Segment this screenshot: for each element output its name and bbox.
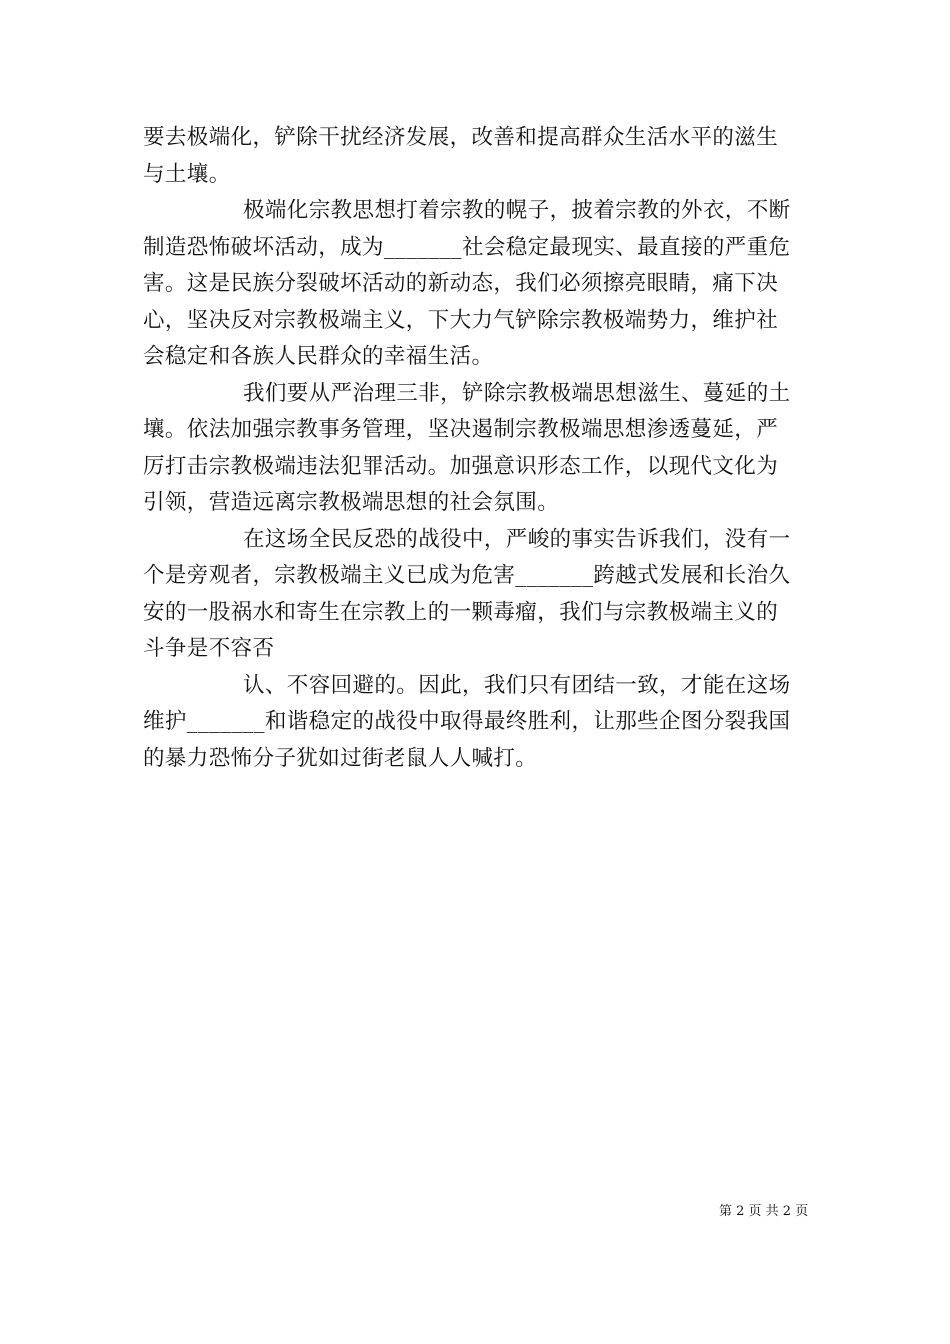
text-line: 厉打击宗教极端违法犯罪活动。加强意识形态工作，以现代文化为: [143, 453, 779, 479]
text-line: 引领，营造远离宗教极端思想的社会氛围。: [143, 490, 560, 515]
text-line: 要去极端化，铲除干扰经济发展，改善和提高群众生活水平的滋生: [143, 125, 779, 150]
paragraph-1: [143, 120, 807, 193]
document-body: [143, 120, 807, 777]
paragraph-2: [143, 193, 807, 376]
text-line: 心，坚决反对宗教极端主义，下大力气铲除宗教极端势力，维护社: [143, 307, 779, 333]
text-line: 制造恐怖破坏活动，成为_______社会稳定最现实、最直接的严重危: [143, 234, 791, 260]
text-line: 极端化宗教思想打着宗教的幌子，披着宗教的外衣，不断: [243, 198, 791, 223]
text-line: 个是旁观者，宗教极端主义已成为危害_______跨越式发展和长治久: [143, 563, 791, 588]
paragraph-4: [143, 522, 807, 668]
text-line: 害。这是民族分裂破坏活动的新动态，我们必须擦亮眼睛，痛下决: [143, 271, 779, 296]
text-line: 认、不容回避的。因此，我们只有团结一致，才能在这场: [243, 672, 791, 698]
text-line: 壤。依法加强宗教事务管理，坚决遏制宗教极端思想渗透蔓延，严: [143, 417, 779, 442]
text-line: 会稳定和各族人民群众的幸福生活。: [143, 344, 494, 369]
text-line: 维护_______和谐稳定的战役中取得最终胜利，让那些企图分裂我国: [143, 709, 791, 734]
paragraph-3: [143, 376, 807, 522]
page-number-footer: 第 2 页 共 2 页: [719, 1204, 809, 1219]
paragraph-5: [143, 668, 807, 778]
text-line: 我们要从严治理三非，铲除宗教极端思想滋生、蔓延的土: [243, 380, 791, 406]
text-line: 与土壤。: [143, 161, 231, 187]
text-line: 在这场全民反恐的战役中，严峻的事实告诉我们，没有一: [243, 526, 791, 552]
text-line: 斗争是不容否: [143, 636, 275, 661]
text-line: 安的一股祸水和寄生在宗教上的一颗毒瘤，我们与宗教极端主义的: [143, 599, 779, 625]
text-line: 的暴力恐怖分子犹如过街老鼠人人喊打。: [143, 745, 538, 771]
